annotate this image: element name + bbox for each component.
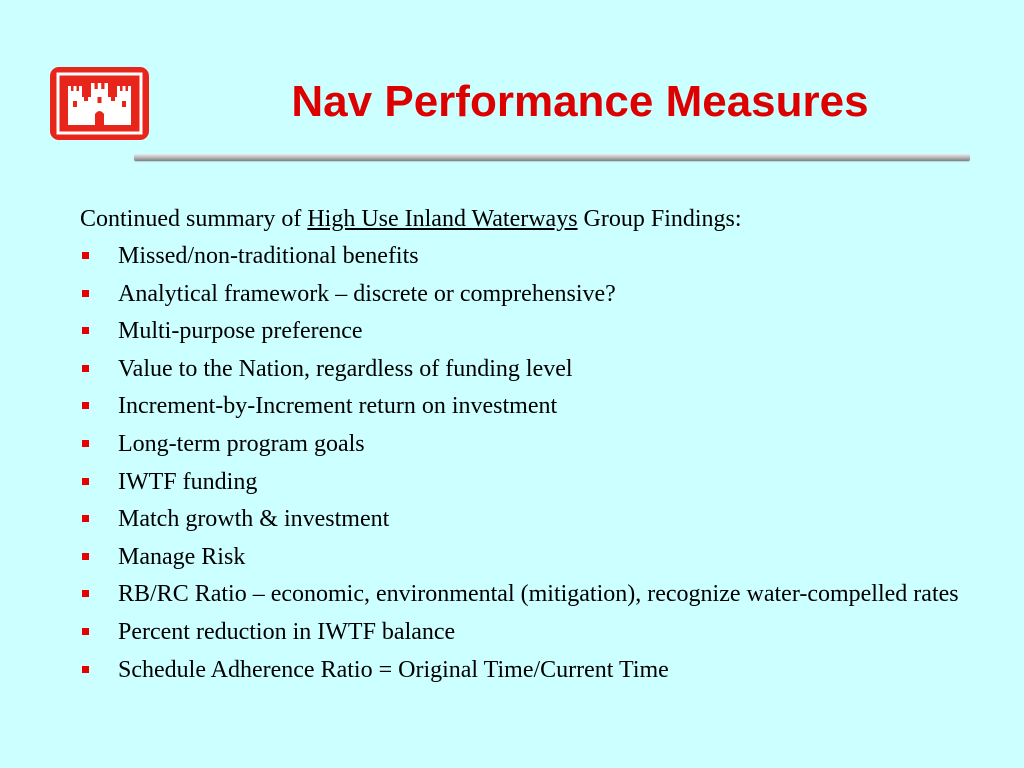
square-bullet-icon: [82, 478, 89, 485]
square-bullet-icon: [82, 666, 89, 673]
list-item-text: Long-term program goals: [118, 430, 365, 457]
list-item: [80, 354, 980, 384]
list-item-text: Increment-by-Increment return on investment: [118, 393, 558, 420]
list-item-text: Schedule Adherence Ratio = Original Time/Current Time: [118, 656, 669, 683]
list-item: [80, 655, 980, 685]
list-item-text: Value to the Nation, regardless of funding level: [118, 355, 573, 382]
list-item: [80, 279, 980, 309]
list-item: [80, 542, 980, 572]
square-bullet-icon: [82, 628, 89, 635]
list-item: [80, 391, 980, 421]
square-bullet-icon: [82, 440, 89, 447]
list-item: [80, 429, 980, 459]
list-item-text: Percent reduction in IWTF balance: [118, 618, 456, 645]
list-item: [80, 467, 980, 497]
list-item: [80, 241, 980, 271]
list-item-text: RB/RC Ratio – economic, environmental (mitigation), recognize water-compelled rates: [118, 581, 959, 608]
list-item: [80, 579, 980, 609]
list-item-text: Match growth & investment: [118, 506, 390, 533]
square-bullet-icon: [82, 365, 89, 372]
findings-list: [80, 241, 980, 685]
list-item-text: Analytical framework – discrete or comprehensive?: [118, 280, 616, 307]
square-bullet-icon: [82, 553, 89, 560]
square-bullet-icon: [82, 590, 89, 597]
list-item: [80, 617, 980, 647]
castle-icon: [50, 67, 149, 140]
list-item-text: Manage Risk: [118, 543, 246, 570]
list-item-text: IWTF funding: [118, 468, 258, 495]
intro-prefix: Continued summary of: [80, 206, 308, 232]
list-item-text: Multi-purpose preference: [118, 318, 363, 345]
slide-title: Nav Performance Measures: [291, 77, 869, 126]
intro-line: [80, 203, 980, 235]
square-bullet-icon: [82, 252, 89, 259]
square-bullet-icon: [82, 290, 89, 297]
square-bullet-icon: [82, 327, 89, 334]
slide-body: [80, 203, 980, 692]
list-item-text: Missed/non-traditional benefits: [118, 243, 419, 269]
intro-link-text: High Use Inland Waterways: [307, 206, 578, 232]
title-divider: [134, 154, 970, 161]
square-bullet-icon: [82, 402, 89, 409]
square-bullet-icon: [82, 515, 89, 522]
list-item: [80, 316, 980, 346]
intro-suffix: Group Findings:: [577, 206, 742, 232]
castle-logo-icon: [50, 67, 149, 140]
list-item: [80, 504, 980, 534]
